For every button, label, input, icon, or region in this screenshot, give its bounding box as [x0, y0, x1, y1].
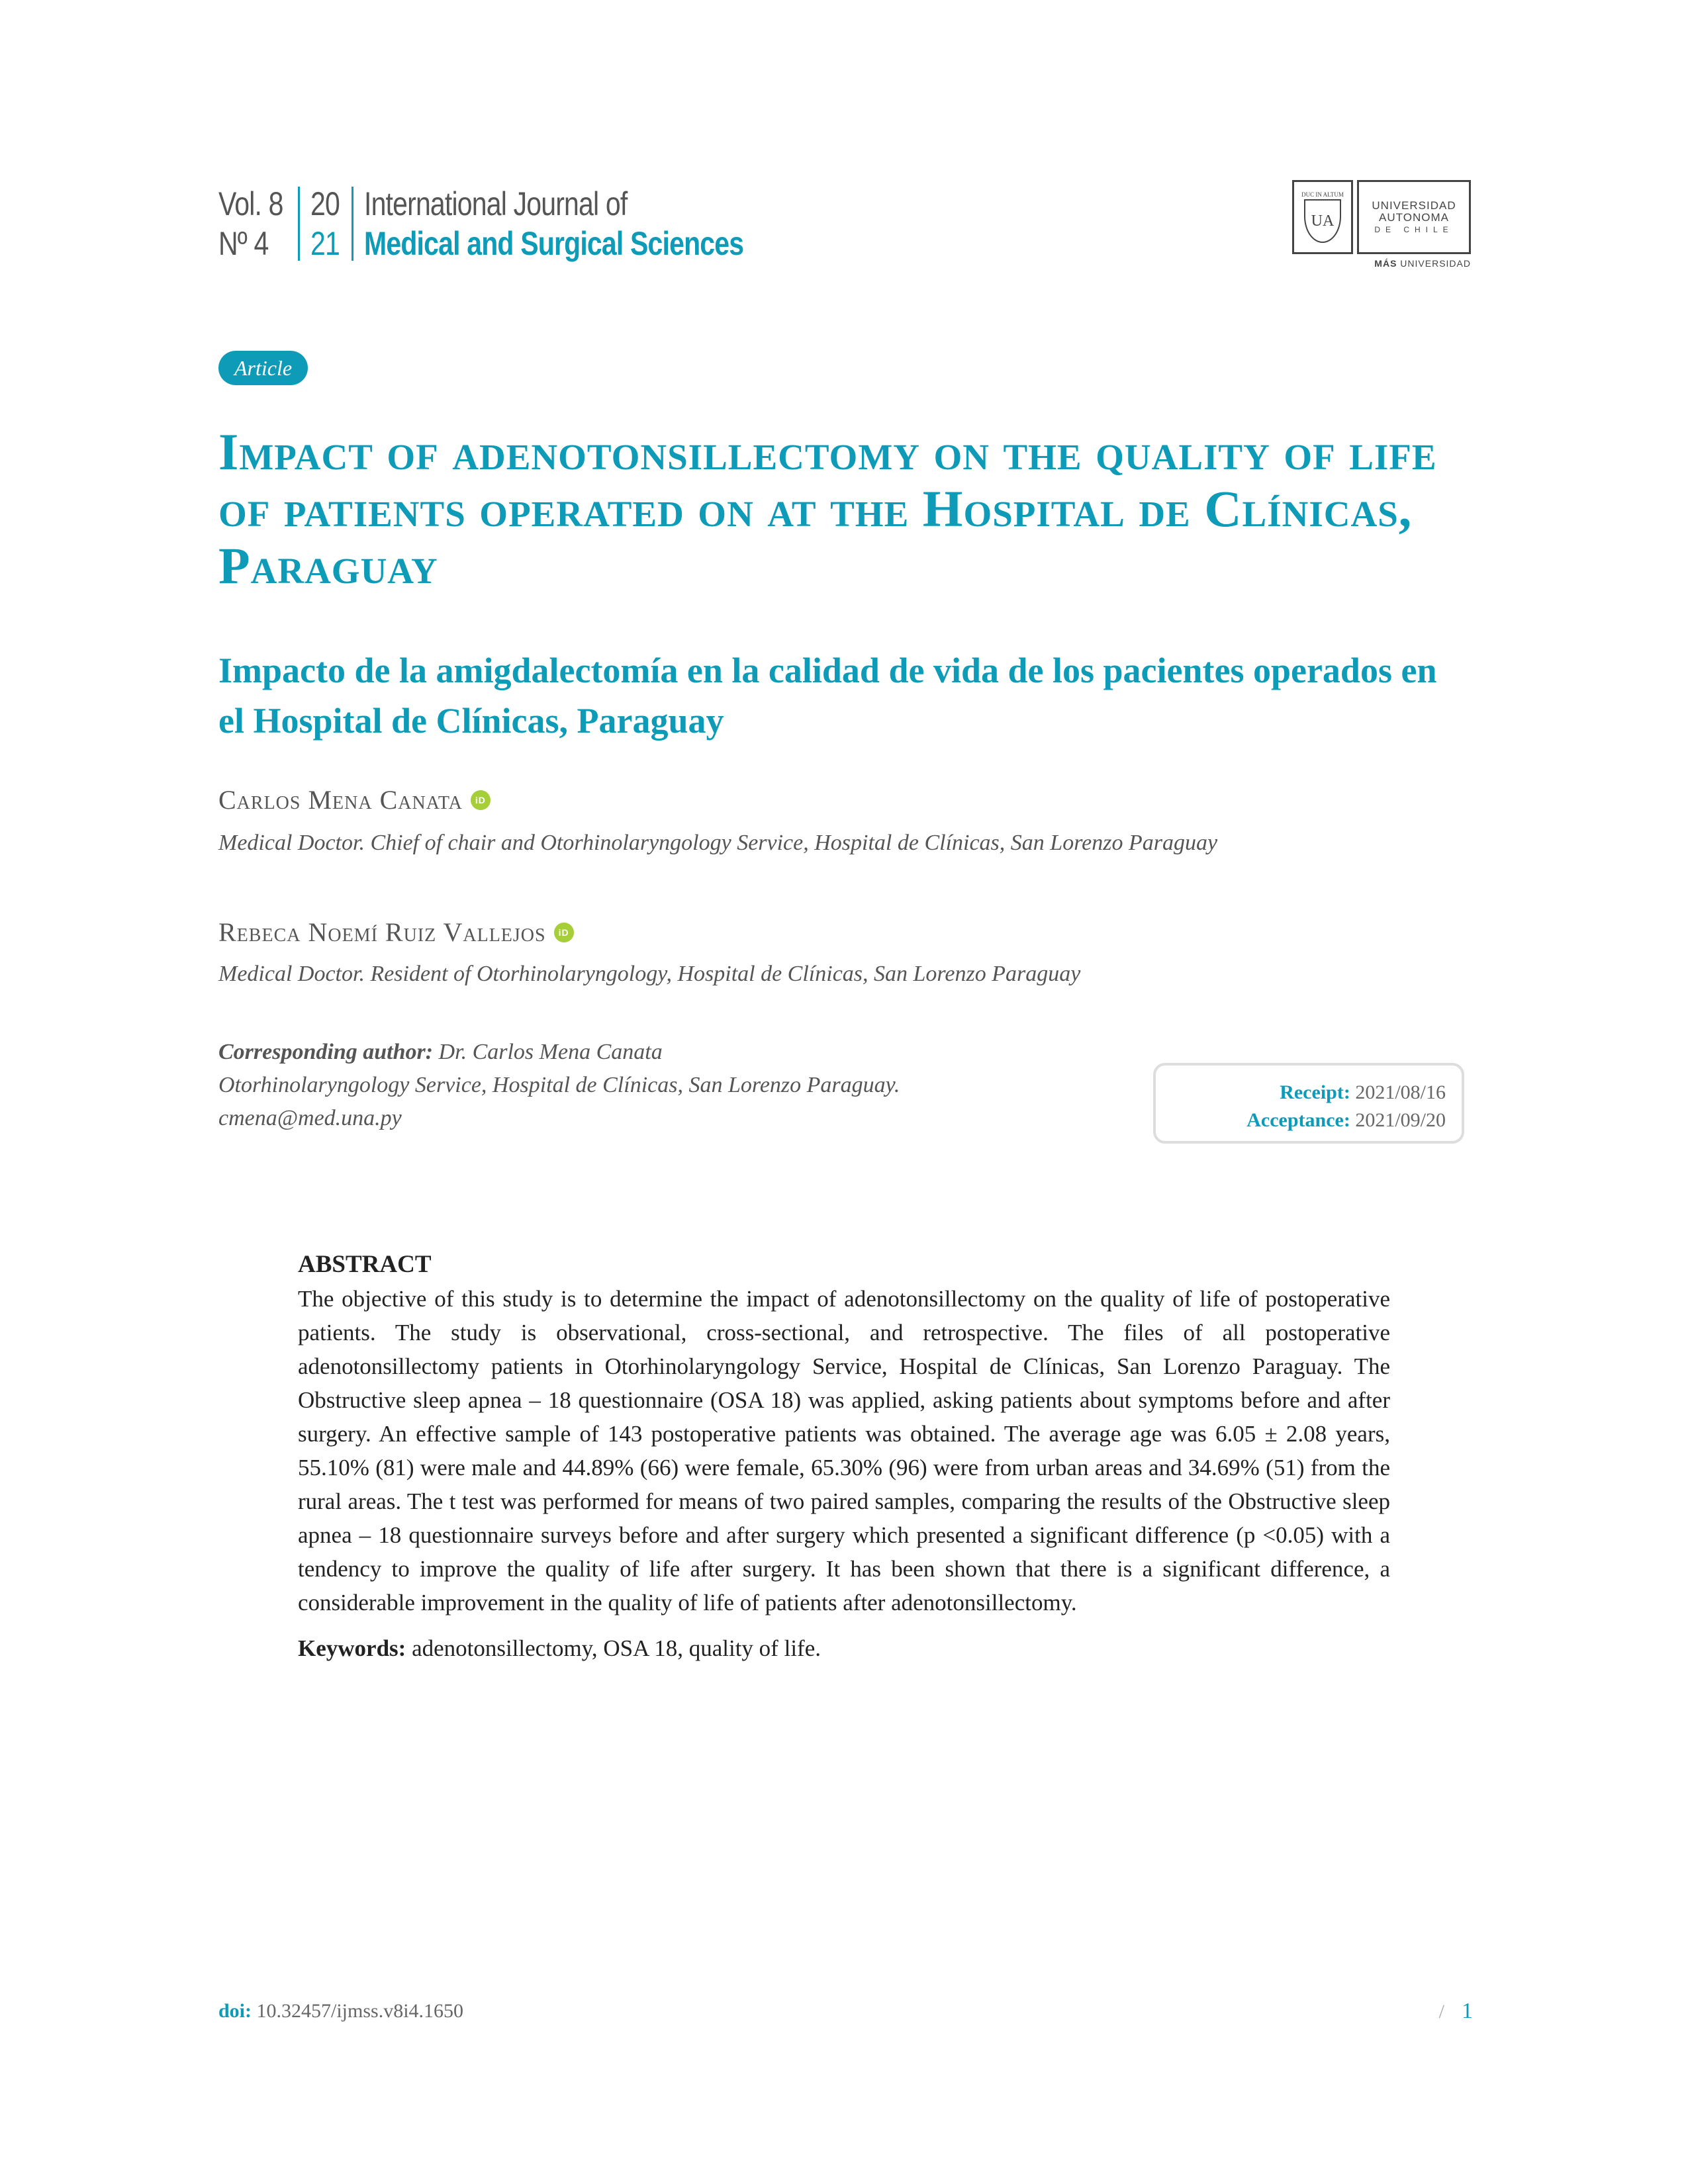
author-2 — [218, 917, 574, 948]
article-title: Impact of adenotonsillectomy on the quality of life of patients operated on at the Hospital de Clínicas, Paraguay — [218, 423, 1437, 594]
logo-tagline — [1292, 258, 1471, 269]
keywords-label: Keywords: — [298, 1635, 406, 1661]
university-name-line2: AUTONOMA — [1379, 211, 1449, 224]
year-top: 20 — [310, 185, 340, 222]
year-bottom: 21 — [310, 225, 340, 262]
keywords — [298, 1631, 1390, 1665]
university-name-line1: UNIVERSIDAD — [1372, 199, 1456, 212]
volume-issue — [218, 184, 283, 263]
page-separator: / — [1438, 2001, 1444, 2023]
volume: Vol. 8 — [218, 185, 283, 222]
author-1 — [218, 784, 491, 815]
author-1-affiliation: Medical Doctor. Chief of chair and Otorhinolaryngology Service, Hospital de Clínicas, San Lorenzo Paraguay — [218, 831, 1218, 855]
corresponding-author — [218, 1036, 900, 1135]
corresponding-name: Dr. Carlos Mena Canata — [433, 1040, 663, 1064]
year — [310, 184, 344, 263]
abstract-heading: ABSTRACT — [298, 1251, 432, 1278]
journal-name-line2: Medical and Surgical Sciences — [364, 225, 744, 262]
tagline-bold: MÁS — [1374, 258, 1397, 269]
shield-emblem: UA — [1304, 199, 1341, 243]
acceptance-date: 2021/09/20 — [1350, 1109, 1446, 1131]
doi-label: doi: — [218, 2000, 252, 2022]
corresponding-address: Otorhinolaryngology Service, Hospital de Clínicas, San Lorenzo Paraguay. — [218, 1073, 900, 1097]
author-name: Rebeca Noemí Ruiz Vallejos — [218, 917, 546, 947]
receipt-label: Receipt: — [1280, 1081, 1350, 1103]
header-divider — [352, 187, 353, 261]
keywords-list: adenotonsillectomy, OSA 18, quality of life. — [406, 1635, 821, 1661]
journal-name — [364, 184, 743, 263]
doi[interactable] — [218, 2000, 463, 2023]
corresponding-email[interactable]: cmena@med.una.py — [218, 1106, 402, 1130]
author-2-affiliation: Medical Doctor. Resident of Otorhinolaryngology, Hospital de Clínicas, San Lorenzo Paraguay — [218, 962, 1081, 986]
page-indicator — [1439, 1999, 1473, 2024]
shield-icon — [1292, 180, 1353, 254]
university-name-line3: DE CHILE — [1374, 225, 1454, 234]
receipt-date: 2021/08/16 — [1350, 1081, 1446, 1103]
page-footer — [218, 1999, 1473, 2024]
doi-value: 10.32457/ijmss.v8i4.1650 — [252, 2000, 464, 2022]
author-name: Carlos Mena Canata — [218, 785, 463, 815]
dates-box — [1153, 1063, 1464, 1144]
corresponding-label: Corresponding author: — [218, 1040, 434, 1064]
journal-name-line1: International Journal of — [364, 185, 628, 222]
tagline-rest: UNIVERSIDAD — [1397, 258, 1471, 269]
article-type-badge: Article — [218, 351, 308, 385]
article-subtitle: Impacto de la amigdalectomía en la calidad de vida de los pacientes operados en el Hospital de Clínicas, Paraguay — [218, 651, 1437, 741]
abstract-body: The objective of this study is to determine the impact of adenotonsillectomy on the quality of life of postoperative patients. The study is observational, cross-sectional, and retrospective. The files of all postoperative adenotonsillectomy patients in Otorhinolaryngology Service, Hospital de Clínicas, San Lorenzo Paraguay. The Obstructive sleep apnea – 18 questionnaire (OSA 18) was applied, asking patients about symptoms before and after surgery. An effective sample of 143 postoperative patients was obtained. The average age was 6.05 ± 2.08 years, 55.10% (81) were male and 44.89% (66) were female, 65.30% (96) were from urban areas and 34.69% (51) from the rural areas. The t test was performed for means of two paired samples, comparing the results of the Obstructive sleep apnea – 18 questionnaire surveys before and after surgery which presented a significant difference (p <0.05) with a tendency to improve the quality of life after surgery. It has been shown that there is a significant difference, a considerable improvement in the quality of life of patients after adenotonsillectomy. — [298, 1286, 1390, 1615]
header-divider — [298, 187, 300, 261]
journal-header — [218, 184, 827, 263]
acceptance-label: Acceptance: — [1246, 1109, 1350, 1131]
orcid-icon[interactable]: iD — [471, 790, 491, 810]
page-number: 1 — [1462, 1999, 1473, 2023]
orcid-icon[interactable]: iD — [554, 923, 574, 942]
university-name-box — [1357, 180, 1471, 254]
abstract-section — [298, 1248, 1390, 1665]
logo-motto: DUC IN ALTUM — [1301, 191, 1344, 198]
university-logo — [1292, 180, 1471, 269]
issue-number: Nº 4 — [218, 225, 269, 262]
